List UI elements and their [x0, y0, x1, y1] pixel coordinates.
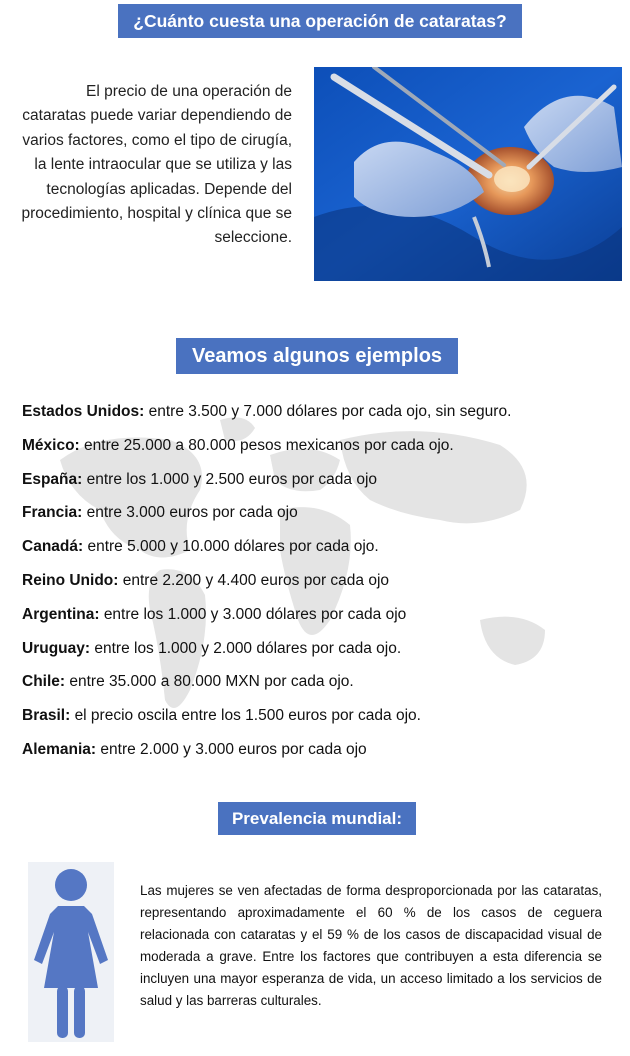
price-text: entre 35.000 a 80.000 MXN por cada ojo.: [69, 673, 354, 691]
country-label: Reino Unido:: [22, 571, 119, 589]
list-item: [22, 571, 622, 605]
prevalence-paragraph: Las mujeres se ven afectadas de forma desproporcionada por las cataratas, representando aproximadamente el 60 % de los casos de ceguera relacionada con cataratas y el 59 % de los casos de discapacidad visual de moderada a grave. Entre los factores que contribuyen a esta diferencia se incluyen una mayor esperanza de vida, un acceso limitado a los servicios de salud y las barreras culturales.: [140, 883, 602, 1008]
price-text: entre los 1.000 y 2.500 euros por cada ojo: [86, 470, 378, 488]
surgery-photo: [314, 67, 622, 281]
list-item: [22, 740, 622, 774]
country-label: España:: [22, 470, 83, 488]
country-label: Canadá:: [22, 538, 84, 556]
country-label: Uruguay:: [22, 639, 91, 657]
list-item: [22, 402, 622, 436]
price-text: entre 3.000 euros por cada ojo: [86, 504, 298, 522]
country-label: Estados Unidos:: [22, 403, 145, 420]
country-label: México:: [22, 436, 80, 454]
list-item: [22, 605, 622, 639]
list-item: [22, 470, 622, 504]
section-title-prevalence: Prevalencia mundial:: [218, 802, 416, 835]
country-label: Brasil:: [22, 707, 71, 725]
price-text: el precio oscila entre los 1.500 euros por cada ojo.: [74, 707, 421, 725]
list-item: [22, 639, 622, 673]
country-label: Francia:: [22, 504, 83, 522]
country-label: Argentina:: [22, 605, 100, 623]
list-item: [22, 706, 622, 740]
price-text: entre 3.500 y 7.000 dólares por cada ojo, sin seguro.: [148, 403, 512, 420]
price-text: entre 25.000 a 80.000 pesos mexicanos por cada ojo.: [84, 436, 454, 454]
price-text: entre los 1.000 y 3.000 dólares por cada ojo: [103, 605, 407, 623]
price-text: entre 5.000 y 10.000 dólares por cada ojo.: [87, 538, 379, 556]
list-item: [22, 436, 622, 470]
price-text: entre 2.200 y 4.400 euros por cada ojo: [122, 571, 390, 589]
woman-icon: [28, 862, 114, 1042]
price-examples-list: [22, 402, 622, 774]
list-item: [22, 537, 622, 571]
country-label: Chile:: [22, 673, 66, 691]
country-label: Alemania:: [22, 740, 97, 758]
section-title-cost: ¿Cuánto cuesta una operación de cataratas?: [118, 4, 522, 38]
list-item: [22, 672, 622, 706]
price-text: entre 2.000 y 3.000 euros por cada ojo: [100, 740, 367, 758]
price-text: entre los 1.000 y 2.000 dólares por cada ojo.: [94, 639, 402, 657]
list-item: [22, 503, 622, 537]
intro-paragraph: El precio de una operación de cataratas puede variar dependiendo de varios factores, como el tipo de cirugía, la lente intraocular que se utiliza y las tecnologías aplicadas. Depende del procedimiento, hospital y clínica que se seleccione.: [21, 83, 292, 247]
section-title-examples: Veamos algunos ejemplos: [176, 338, 458, 374]
